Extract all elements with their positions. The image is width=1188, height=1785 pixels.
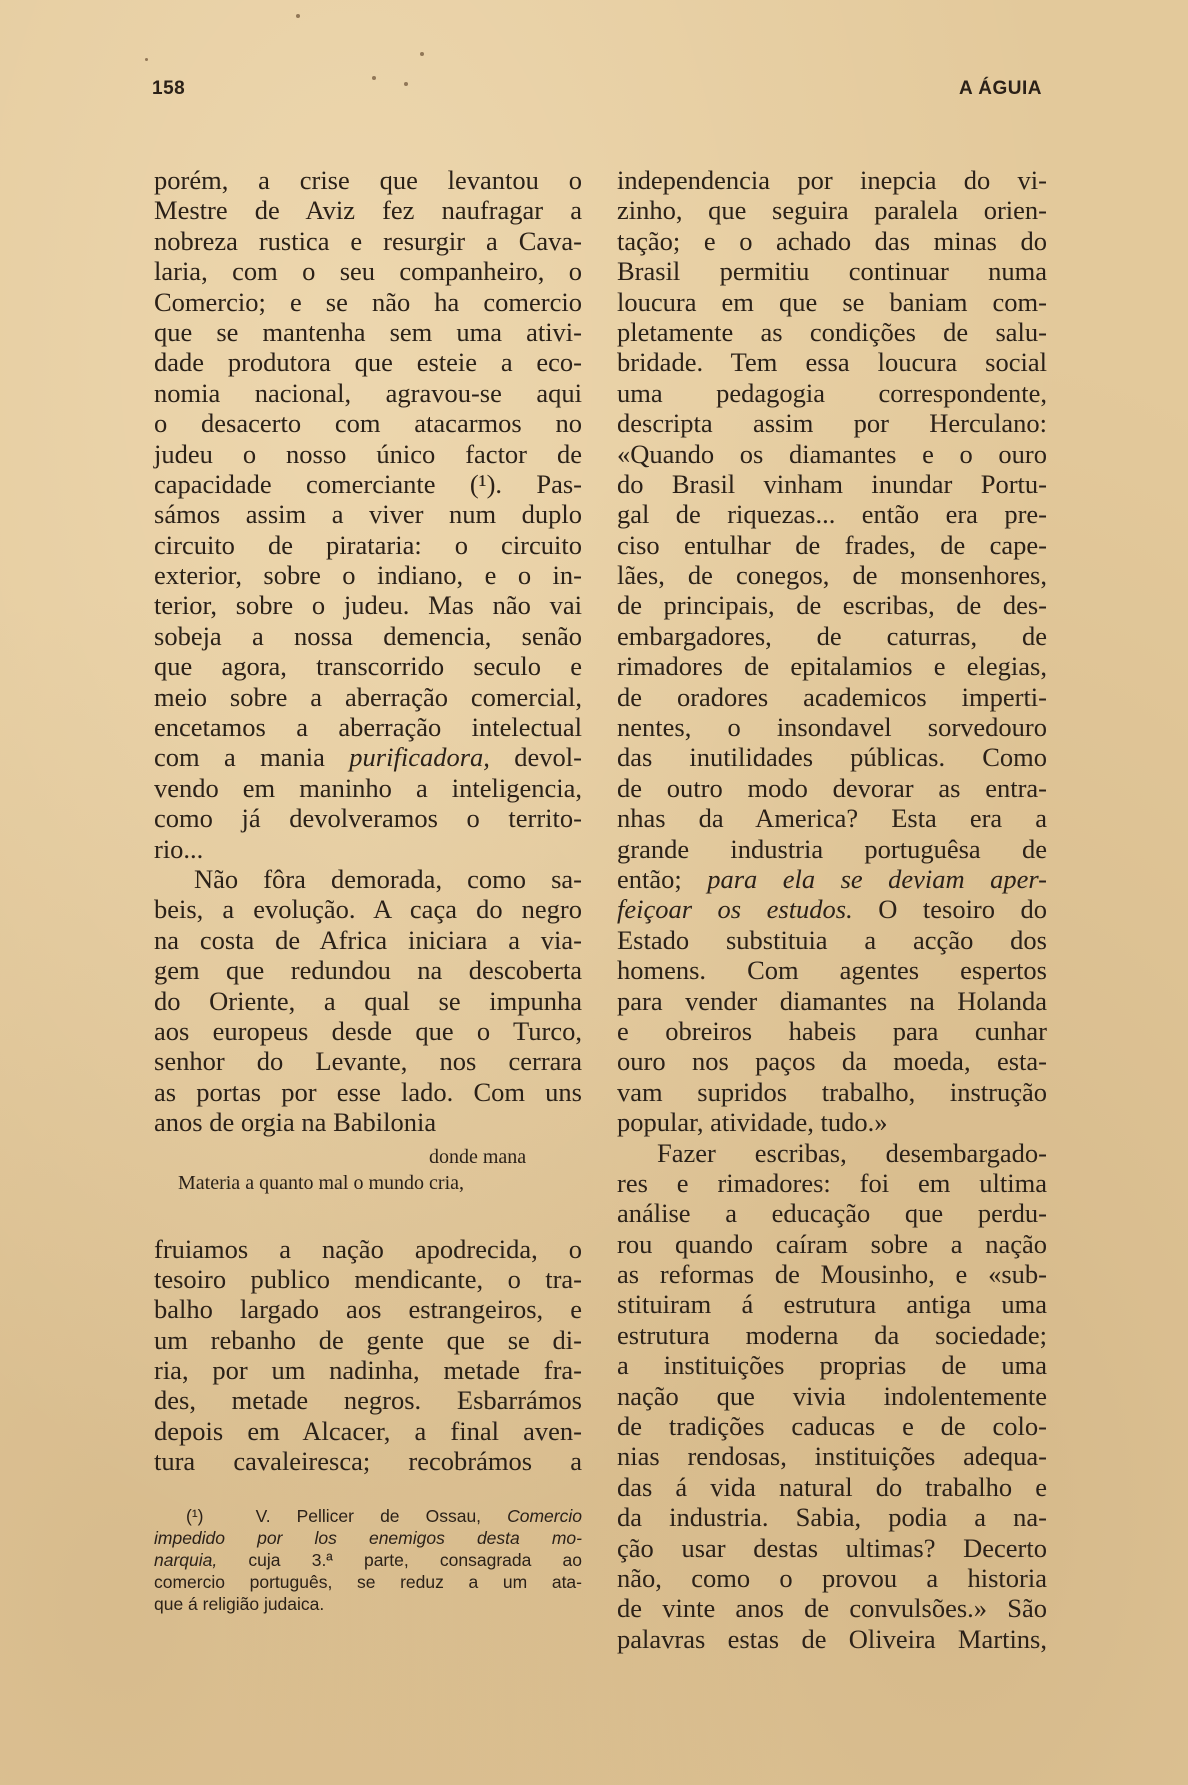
text-line: de principais, de escribas, de des- [617,590,1047,621]
text-line: Brasil permitiu continuar numa [617,256,1047,287]
text-line: fruiamos a nação apodrecida, o [154,1233,582,1264]
text-line: judeu o nosso único factor de [154,438,582,469]
text-line: circuito de pirataria: o circuito [154,529,582,560]
text-line: anos de orgia na Babilonia [154,1107,437,1138]
running-head [152,78,1042,108]
left-column [154,165,582,1477]
text-line: popular, atividade, tudo.» [617,1107,888,1138]
print-speck [296,14,300,18]
text-line: descripta assim por Herculano: [617,408,1047,439]
paragraph-2 [154,864,582,1138]
text-line: Fazer escribas, desembargado- [657,1137,1047,1168]
text-line: Não fôra demorada, como sa- [194,863,582,894]
text-line: embargadores, de caturras, de [617,620,1047,651]
text-line: nobreza rustica e resurgir a Cava- [154,225,582,256]
text-line: zinho, que seguira paralela orien- [617,195,1047,226]
text-line: uma pedagogia correspondente, [617,377,1047,408]
text-line: sámos assim a viver num duplo [154,499,582,530]
text-line: nentes, o insondavel sorvedouro [617,712,1047,743]
text-line: tura cavaleiresca; recobrámos a [154,1446,582,1477]
footnote [154,1505,582,1615]
print-speck [145,58,148,61]
text-line: grande industria portuguêsa de [617,833,1047,864]
verse-quotation [154,1144,582,1196]
text-line: terior, sobre o judeu. Mas não vai [154,590,582,621]
text-line: nomia nacional, agravou-se aqui [154,377,582,408]
verse-line: Materia a quanto mal o mundo cria, [178,1171,465,1194]
paragraph-3 [617,165,1047,864]
footnote-line: que á religião judaica. [154,1594,325,1614]
footnote-line: (¹) V. Pellicer de Ossau, Comercio [186,1506,582,1526]
text-line: Mestre de Aviz fez naufragar a [154,195,582,226]
text-line: Comercio; e se não ha comercio [154,286,582,317]
paragraph-2-continued [154,1234,582,1477]
text-line: de outro modo devorar as entra- [617,772,1047,803]
text-line: ciso entulhar de frades, de cape- [617,529,1047,560]
text-line: ção usar destas ultimas? Decerto [617,1532,1047,1563]
text-line: das inutilidades públicas. Como [617,742,1047,773]
paragraph-1-end [154,773,582,864]
text-line: vam supridos trabalho, instrução [617,1076,1047,1107]
text-line: e obreiros habeis para cunhar [617,1015,1047,1046]
text-line: análise a educação que perdu- [617,1198,1047,1229]
text-line: um rebanho de gente que se di- [154,1324,582,1355]
text-line: meio sobre a aberração comercial, [154,681,582,712]
text-line: capacidade comerciante (¹). Pas- [154,468,582,499]
text-line: o desacerto com atacarmos no [154,408,582,439]
text-line: balho largado aos estrangeiros, e [154,1294,582,1325]
text-line: bridade. Tem essa loucura social [617,347,1047,378]
text-line: de tradições caducas e de colo- [617,1411,1047,1442]
text-line: stituiram á estrutura antiga uma [617,1289,1047,1320]
text-line: do Brasil vinham inundar Portu- [617,468,1047,499]
italic-phrase: feiçoar os estudos. [617,894,853,925]
footnote-line: narquia, cuja 3.ª parte, consagrada ao [154,1550,582,1570]
text-line: então; para ela se deviam aper- [617,863,1047,894]
text-line: na costa de Africa iniciara a via- [154,924,582,955]
text-line: estrutura moderna da sociedade; [617,1319,1047,1350]
page-number: 158 [152,78,186,99]
text-line: dade produtora que esteie a eco- [154,347,582,378]
text-line: nias rendosas, instituições adequa- [617,1441,1047,1472]
text-line: vendo em maninho a inteligencia, [154,772,582,803]
paragraph-4 [617,1138,1047,1655]
text-line: beis, a evolução. A caça do negro [154,894,582,925]
text-line: pletamente as condições de salu- [617,316,1047,347]
journal-title: A ÁGUIA [958,78,1042,99]
text-line: loucura em que se baniam com- [617,286,1047,317]
text-line: Estado substituia a acção dos [617,924,1047,955]
verse-line: donde mana [429,1145,527,1168]
text-line: tação; e o achado das minas do [617,225,1047,256]
text-line: «Quando os diamantes e o ouro [617,438,1047,469]
text-line: que agora, transcorrido seculo e [154,651,582,682]
text-line: que se mantenha sem uma ativi- [154,316,582,347]
paragraph-1 [154,165,582,742]
text-line: rio... [154,833,204,864]
text-line: gal de riquezas... então era pre- [617,499,1047,530]
text-line: senhor do Levante, nos cerrara [154,1046,582,1077]
text-line: homens. Com agentes espertos [617,955,1047,986]
text-line: palavras estas de Oliveira Martins, [617,1623,1047,1654]
text-line: depois em Alcacer, a final aven- [154,1415,582,1446]
text-line: com a mania purificadora, devol- [154,742,582,773]
text-line: des, metade negros. Esbarrámos [154,1385,582,1416]
text-line: aos europeus desde que o Turco, [154,1015,582,1046]
footnote-line: comercio português, se reduz a um ata- [154,1572,582,1592]
text-line: ria, por um nadinha, metade fra- [154,1355,582,1386]
text-line: de vinte anos de convulsões.» São [617,1593,1047,1624]
text-line: lães, de conegos, de monsenhores, [617,560,1047,591]
text-line: da industria. Sabia, podia a na- [617,1502,1047,1533]
text-line: laria, com o seu companheiro, o [154,256,582,287]
text-line: nação que vivia indolentemente [617,1380,1047,1411]
text-line: porém, a crise que levantou o [154,165,582,195]
text-line: as reformas de Mousinho, e «sub- [617,1259,1047,1290]
text-line: de oradores academicos imperti- [617,681,1047,712]
text-line: exterior, sobre o indiano, e o in- [154,560,582,591]
footnote-line: impedido por los enemigos desta mo- [154,1528,582,1548]
text-line: res e rimadores: foi em ultima [617,1167,1047,1198]
text-line: como já devolveramos o territo- [154,803,582,834]
text-line: gem que redundou na descoberta [154,955,582,986]
text-line: encetamos a aberração intelectual [154,712,582,743]
italic-word: purificadora, [349,742,490,773]
text-line: independencia por inepcia do vi- [617,165,1047,195]
text-line: nhas da America? Esta era a [617,803,1047,834]
text-line: sobeja a nossa demencia, senão [154,620,582,651]
text-line: ouro nos paços da moeda, esta- [617,1046,1047,1077]
text-line: das á vida natural do trabalho e [617,1471,1047,1502]
paragraph-3-end [617,925,1047,1138]
print-speck [420,52,424,56]
right-column [617,165,1047,1654]
text-line: feiçoar os estudos. O tesoiro do [617,894,1048,925]
text-line: tesoiro publico mendicante, o tra- [154,1263,582,1294]
text-line: não, como o provou a historia [617,1562,1047,1593]
text-line: rimadores de epitalamios e elegias, [617,651,1047,682]
text-line: do Oriente, a qual se impunha [154,985,582,1016]
text-line: a instituições proprias de uma [617,1350,1047,1381]
text-line: as portas por esse lado. Com uns [154,1076,582,1107]
italic-phrase: para ela se deviam aper- [707,863,1047,894]
text-line: rou quando caíram sobre a nação [617,1228,1047,1259]
text-line: para vender diamantes na Holanda [617,985,1047,1016]
